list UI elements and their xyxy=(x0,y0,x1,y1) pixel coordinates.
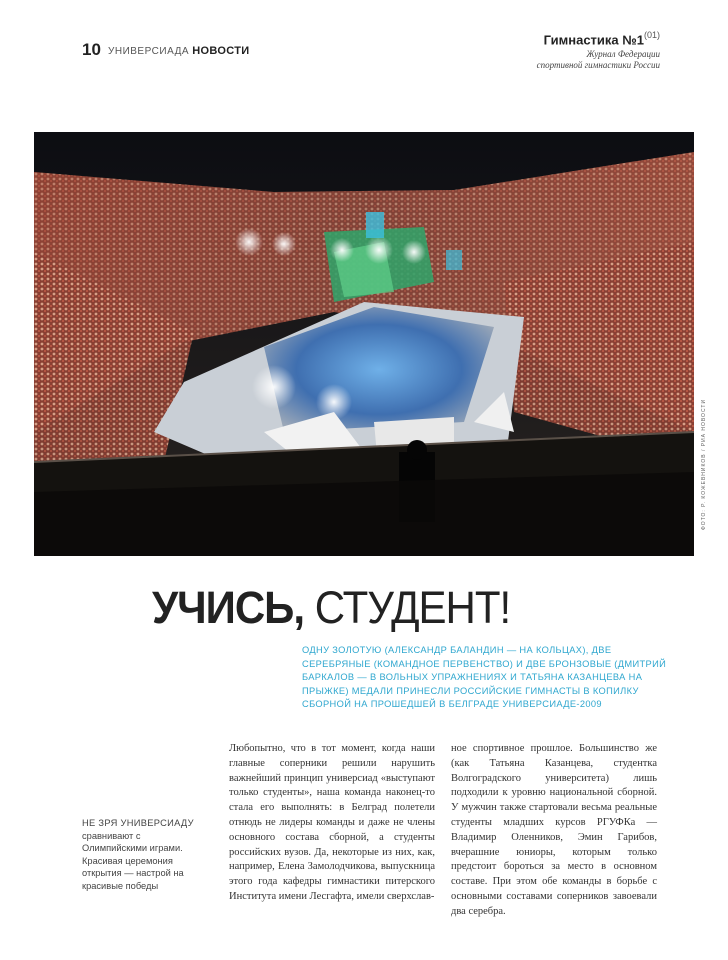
magazine-title: Гимнастика №1 xyxy=(543,32,644,48)
article-title-bold: УЧИСЬ, xyxy=(152,581,305,633)
article-column-1: Любопытно, что в тот момент, когда наши главные соперники решили нарушить важнейший принцип универсиад «выступают только студенты», наша команда наконец-то стала его выполнять: в Белград полетели отнюдь не лидеры команды и даже не члены основного состава сборной, а студенты российских вузов. Да, некоторые из них, как, например, Елена Замолодчикова, выпускница этого года кафедры гимнастики питерского Института имени Лесгафта, имели сверхслав- xyxy=(229,743,435,902)
section-label xyxy=(108,45,249,57)
magazine-subtitle-2: спортивной гимнастики России xyxy=(536,60,660,71)
magazine-subtitle-1: Журнал Федерации xyxy=(586,49,660,60)
article-column-2: ное спортивное прошлое. Большинство же (как Татьяна Казанцева, студентка Волгоградского университета) лишь подходили к уровню национальной сборной. У мужчин также стартовали весьма реальные студенты младших курсов РГУФКа — Владимир Оленников, Эмин Гарибов, вчерашние юниоры, которым только предстоит бороться за место в основном составе. При этом обе команды в борьбе с основными составами соперников завоевали два серебра. xyxy=(451,743,657,917)
photo-credit: ФОТО: Р. КОЖЕВНИКОВ / РИА НОВОСТИ xyxy=(701,398,707,530)
page-number: 10 xyxy=(82,40,101,59)
caption-heading: НЕ ЗРЯ УНИВЕРСИАДУ xyxy=(82,818,194,828)
issue-number: (01) xyxy=(643,30,660,40)
arena-photo xyxy=(34,132,694,556)
article-lead: ОДНУ ЗОЛОТУЮ (АЛЕКСАНДР БАЛАНДИН — НА КОЛЬЦАХ), ДВЕ СЕРЕБРЯНЫЕ (КОМАНДНОЕ ПЕРВЕНСТВО) И ДВЕ БРОНЗОВЫЕ (ДМИТРИЙ БАРКАЛОВ — В ВОЛЬНЫХ УПРАЖНЕНИЯХ И ТАТЬЯНА КАЗАНЦЕВА НА ПРЫЖКЕ) МЕДАЛИ ПРИНЕСЛИ РОССИЙСКИЕ ГИМНАСТЫ В КОПИЛКУ СБОРНОЙ НА ПРОШЕДШЕЙ В БЕЛГРАДЕ УНИВЕРСИАДЕ-2009 xyxy=(302,645,667,709)
article-title xyxy=(152,581,511,633)
caption-text: сравнивают с Олимпийскими играми. Красивая церемония открытия — настрой на красивые победы xyxy=(82,830,184,891)
section-title: НОВОСТИ xyxy=(192,45,250,57)
magazine-masthead xyxy=(537,30,660,71)
section-prefix: УНИВЕРСИАДА xyxy=(108,46,190,57)
article-title-light: СТУДЕНТ! xyxy=(314,581,511,633)
photo-caption xyxy=(82,817,202,892)
